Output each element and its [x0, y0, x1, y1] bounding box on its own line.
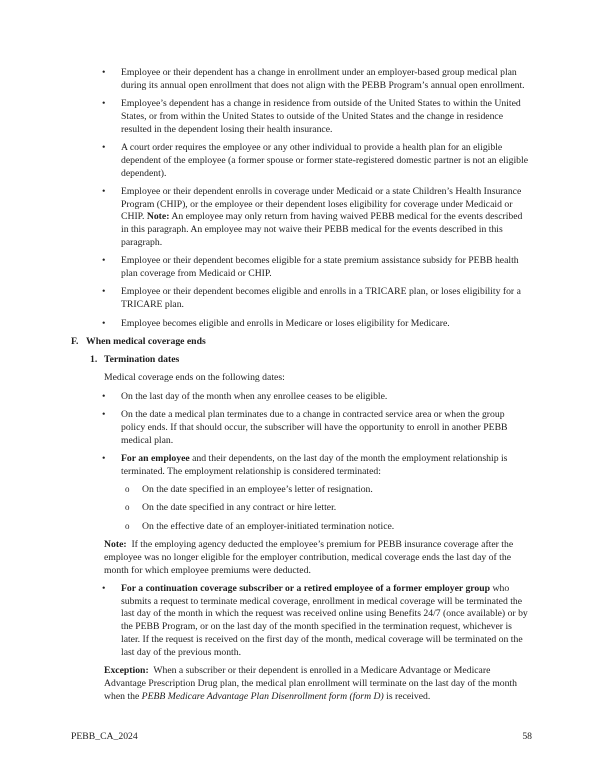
text-segment: Employee or their dependent enrolls in coverage under Medicaid or a state Children’s Health Insurance Program (CHIP), or the employee or their dependent loses eligibility for coverage under Medicaid or CHIP. [121, 185, 522, 223]
text-segment: PEBB Medicare Advantage Plan Disenrollment form (form D) [141, 690, 384, 702]
note-paragraph [104, 539, 531, 577]
bullet-text [121, 98, 521, 135]
text-segment: An employee may only return from having waived PEBB medical for the events described in this paragraph. An employee may not waive their PEBB medical for the events described in this paragraph. [121, 211, 523, 249]
bullet-icon: • [102, 452, 106, 464]
bullet-item [71, 409, 531, 447]
subsection-number: 1. [90, 354, 98, 366]
text-segment: A court order requires the employee or any other individual to provide a health plan for an eligible dependent of the employee (a former spouse or former state-registered domestic partner is not an eligible dependent). [121, 141, 528, 179]
sub-bullet-item [71, 502, 531, 515]
section-f-heading [71, 336, 531, 349]
bullet-text [121, 318, 450, 329]
bullet-item [71, 453, 531, 479]
section-letter: F. [71, 335, 79, 347]
text-segment: For an employee [121, 452, 190, 464]
bullet-item [71, 98, 531, 136]
sub-bullet-item [71, 521, 531, 534]
text-segment: If the employing agency deducted the employee’s premium for PEBB insurance coverage after the employee was no longer eligible for the employer contribution, medical coverage ends the last day of the month for which employee premiums were deducted. [104, 538, 514, 576]
bullet-item [71, 583, 531, 660]
bullet-text [121, 286, 521, 310]
section-title: When medical coverage ends [86, 335, 206, 347]
bullet-item [71, 67, 531, 93]
bullet-text [121, 391, 387, 402]
bullet-icon: • [102, 67, 106, 78]
bullet-icon: • [102, 141, 106, 153]
bullet-icon: • [102, 286, 106, 298]
text-segment: Note: [104, 538, 127, 550]
text-segment: Employee or their dependent has a change in enrollment under an employer-based group medical plan during its annual open enrollment that does not align with the PEBB Program’s annual open enrollment. [121, 67, 525, 91]
bullet-item [71, 318, 531, 331]
bullet-icon: • [102, 390, 106, 402]
bullet-icon: • [102, 185, 106, 197]
text-segment: On the last day of the month when any enrollee ceases to be eligible. [121, 390, 388, 402]
bullet-text [121, 255, 519, 279]
bullet-icon: • [102, 255, 106, 267]
page-content [71, 67, 531, 709]
bullet-icon: • [102, 409, 106, 421]
sub-bullet-text: On the date specified in any contract or hire letter. [142, 502, 337, 514]
bullet-item [71, 186, 531, 250]
text-segment: Employee or their dependent becomes eligible for a state premium assistance subsidy for PEBB health plan coverage from Medicaid or CHIP. [121, 255, 519, 280]
bullet-text [121, 583, 528, 658]
exception-paragraph [104, 665, 531, 703]
text-segment: Employee becomes eligible and enrolls in Medicare or loses eligibility for Medicare. [121, 317, 450, 329]
text-segment: For a continuation coverage subscriber or a retired employee of a former employer group [121, 582, 491, 594]
text-segment: Employee’s dependent has a change in residence from outside of the United States to within the United States, or from within the United States to outside of the United States and the change in residence resulted in the dependent losing their health insurance. [121, 98, 521, 135]
bullet-text [121, 453, 507, 477]
bullet-text [121, 186, 522, 248]
bullet-text [121, 409, 508, 446]
footer-document-id: PEBB_CA_2024 [71, 731, 138, 742]
bullet-item [71, 142, 531, 180]
circle-bullet-icon: o [125, 502, 130, 513]
text-segment: On the date a medical plan terminates due to a change in contracted service area or when the group policy ends. If that should occur, the subscriber will have the opportunity to enroll in another PEBB medical plan. [121, 409, 508, 446]
bullet-item [71, 391, 531, 404]
termination-intro: Medical coverage ends on the following dates: [104, 372, 285, 384]
bullet-icon: • [102, 98, 106, 110]
bullet-icon: • [102, 582, 106, 594]
bullet-item [71, 286, 531, 312]
bullet-icon: • [102, 317, 106, 329]
sub-bullet-item [71, 484, 531, 497]
text-segment: Employee or their dependent becomes eligible and enrolls in a TRICARE plan, or loses eligibility for a TRICARE plan. [121, 286, 521, 311]
text-segment: Note: [146, 211, 170, 223]
text-segment: Exception: [104, 665, 149, 677]
text-segment: When a subscriber or their dependent is enrolled in a Medicare Advantage or Medicare Advantage Prescription Drug plan, the medical plan enrollment will terminate on the last day of the month when the [104, 665, 517, 702]
page-footer [71, 731, 532, 744]
bullet-text [121, 67, 525, 91]
bullet-text [121, 142, 528, 179]
termination-dates-heading [90, 354, 531, 367]
sub-bullet-text: On the effective date of an employer-initiated termination notice. [142, 520, 395, 532]
sub-bullet-text: On the date specified in an employee’s letter of resignation. [142, 484, 373, 496]
text-segment: who submits a request to terminate medical coverage, enrollment in medical coverage will be terminated the last day of the month in which the request was received online using Benefits 24/7 (once available) or by the PEBB Program, or on the last day of the month specified in the termination request, whichever is later. If the request is received on the first day of the month, medical coverage will be terminated on the last day of the previous month. [121, 582, 528, 658]
bullet-item [71, 255, 531, 281]
text-segment: and their dependents, on the last day of the month the employment relationship is terminated. The employment relationship is considered terminated: [121, 452, 508, 477]
circle-bullet-icon: o [125, 520, 130, 531]
circle-bullet-icon: o [125, 484, 130, 495]
text-segment: is received. [383, 690, 431, 702]
subsection-title: Termination dates [104, 354, 180, 366]
footer-page-number: 58 [522, 731, 532, 742]
